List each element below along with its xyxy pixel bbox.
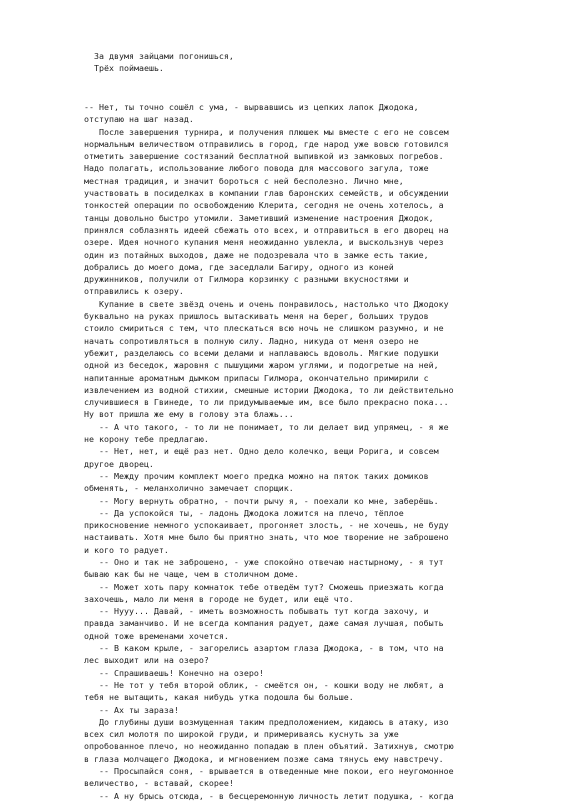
text-line: -- Оно и так не заброшено, - уже спокойно отвечаю настырному, - я тут [84,556,444,567]
text-line: другое дворец. [84,458,154,469]
epigraph [94,50,234,75]
text-line: -- В каком крыле, - загорелись азартом глаза Джодока, - в том, что на [84,643,444,654]
text-line: правда заманчиво. И не всегда компания радует, даже самая лучшая, побыть [84,618,444,629]
text-line: случившиеся в Гвинеде, то ли придумываемые им, все было прекрасно пока... [84,397,449,408]
text-line: После завершения турнира, и получения плюшек мы вместе с его не совсем [84,126,449,137]
text-line: отступаю на шаг назад. [84,114,194,125]
text-line: тонкостей операции по освобождению Клерита, сегодня не очень хотелось, а [84,200,444,211]
text-line: бываю как бы не чаще, чем в столичном доме. [84,569,299,580]
text-line: одной тоже временами хочется. [84,630,229,641]
text-line: настаивать. Хотя мне было бы приятно знать, что мое творение не заброшено [84,532,449,543]
text-line: тебя не вытащить, какая нибудь утка подошла бы больше. [84,692,354,703]
text-line: До глубины души возмущенная таким предположением, кидаюсь в атаку, изо [84,716,449,727]
text-line: -- Может хоть пару комнаток тебе отведём тут? Сможешь приезжать когда [84,581,444,592]
text-line: всех сил молотя по широкой груди, и примериваясь куснуть за уже [84,729,399,740]
text-line: -- Спрашиваешь! Конечно на озеро! [84,667,264,678]
text-line: -- Между прочим комплект моего предка можно на пяток таких домиков [84,470,429,481]
text-line: -- Просыпайся соня, - врывается в отведенные мне покои, его неугомонное [84,766,454,777]
text-line: местная традиция, и значит бороться с ней бесполезно. Лично мне, [84,175,404,186]
text-line: -- Нууу... Давай, - иметь возможность побывать тут когда захочу, и [84,606,429,617]
text-line: -- А что такого, - то ли не понимает, то ли делает вид упрямец, - я же [84,421,449,432]
text-line: Ну вот пришла же ему в голову эта блажь... [84,409,294,420]
text-line: -- Ах ты зараза! [84,704,179,715]
text-line: -- Нет, ты точно сошёл с ума, - вырвавшись из цепких лапок Джодока, [84,102,419,112]
text-line: участвовать в посиделках в компании глав баронских семейств, и обсуждении [84,188,449,199]
text-line: Надо полагать, использование любого повода для массового загула, тоже [84,163,429,174]
text-line: напитанные ароматным дымком припасы Гилмора, окончательно примирили с [84,372,429,383]
text-line: и кого то радует. [84,544,169,555]
text-line: -- Нет, нет, и ещё раз нет. Одно дело колечко, вещи Рорига, и совсем [84,446,439,457]
epigraph-line: За двумя зайцами погонишься, [94,51,234,61]
text-line: захочешь, мало ли меня в городе не будет, или ещё что. [84,593,354,604]
text-line: -- Не тот у тебя второй облик, - смеётся он, - кошки воду не любят, а [84,679,444,690]
text-line: буквально на руках пришлось вытаскивать меня на берег, больших трудов [84,311,429,322]
text-line: не корону тебе предлагаю. [84,434,209,445]
text-line: отметить завершение состязаний бесплатной выпивкой из замковых погребов. [84,151,444,162]
text-line: нормальным величеством отправились в город, где народ уже вовсю готовился [84,138,449,149]
text-line: величество, - вставай, скорее! [84,778,234,789]
text-line: отправились к озеру. [84,286,184,297]
text-line: Купание в свете звёзд очень и очень понравилось, настолько что Джодоку [84,298,449,309]
text-line: стоило смириться с тем, что плескаться всю ночь не слишком разумно, и не [84,323,444,334]
text-line: озере. Идея ночного купания меня неожиданно увлекла, и выскользнув через [84,237,444,248]
text-line: один из потайных выходов, даже не подозревала что в замке есть такие, [84,249,429,260]
text-line: в глаза молчащего Джодока, и мгновением позже сама тянусь ему навстречу. [84,753,444,764]
text-line: лес выходит или на озеро? [84,655,209,666]
text-line: извлечением из водной стихии, смешные истории Джодока, то ли действительно [84,384,454,395]
text-line: -- Могу вернуть обратно, - почти рычу я, - поехали ко мне, заберёшь. [84,495,439,506]
text-line: -- А ну брысь отсюда, - в бесцеремонную личность летит подушка, - когда [84,790,454,801]
text-line: танцы довольно быстро утомили. Заметивший изменение настроения Джодок, [84,212,434,223]
text-line: прикосновение немного успокаивает, прогоняет злость, - не хочешь, не буду [84,520,449,531]
text-line: опробованное плечо, но неожиданно попадаю в плен объятий. Затихнув, смотрю [84,741,454,752]
epigraph-line: Трёх поймаешь. [94,63,164,74]
text-line: дружинников, получили от Гилмора корзинку с разными вкусностями и [84,274,409,285]
text-line: обменять, - меланхолично замечает спорщик. [84,483,294,494]
text-line: принялся соблазнять идеей сбежать ото всех, и отправиться в его дворец на [84,224,449,235]
text-line: добрались до моего дома, где заседлали Багиру, одного из коней [84,261,394,272]
text-line: одной из беседок, жаровня с пышущими жаром углями, и подогретые на ней, [84,360,439,371]
text-line: начать сопротивляться в полную силу. Ладно, никуда от меня озеро не [84,335,419,346]
text-line: убежит, разделаюсь со всеми делами и наплаваюсь вдоволь. Мягкие подушки [84,347,439,358]
body-text [84,101,454,802]
text-line: -- Да успокойся ты, - ладонь Джодока ложится на плечо, тёплое [84,507,404,518]
